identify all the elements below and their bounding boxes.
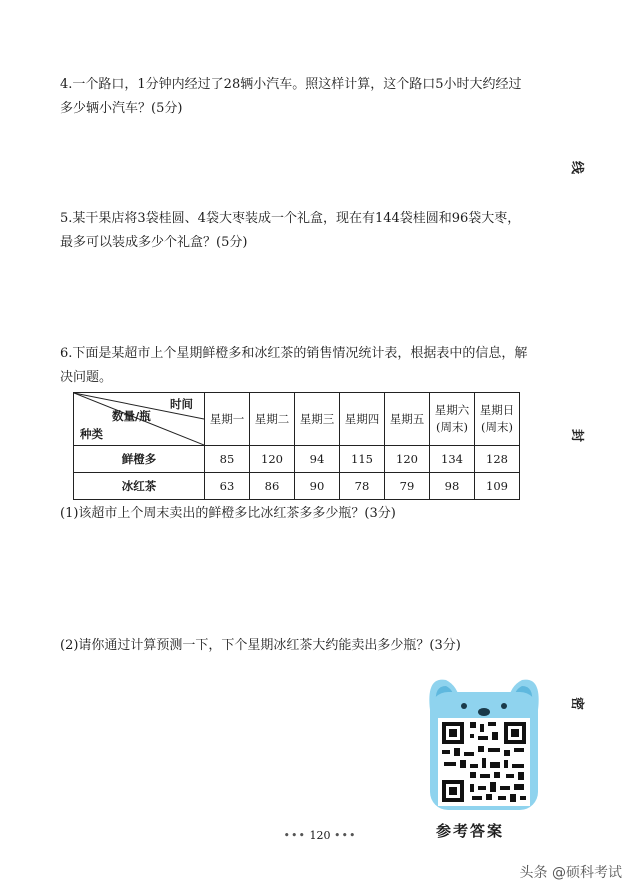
margin-mark-seal: 封 <box>569 428 585 443</box>
margin-mark-line: 线 <box>569 160 585 175</box>
header-wed: 星期三 <box>295 393 340 446</box>
header-fri: 星期五 <box>385 393 430 446</box>
page-dots-left: ••• <box>283 829 306 842</box>
table-row <box>74 473 520 500</box>
table-row <box>74 446 520 473</box>
table-cell: 109 <box>475 473 520 500</box>
sales-table <box>73 392 520 500</box>
table-cell: 90 <box>295 473 340 500</box>
row-label: 鲜橙多 <box>74 446 205 473</box>
table-cell: 98 <box>430 473 475 500</box>
mascot-qr-image <box>424 672 544 812</box>
answer-qr-code[interactable] <box>424 672 544 812</box>
question-6 <box>60 342 560 390</box>
header-thu: 星期四 <box>340 393 385 446</box>
question-5-line-2: 最多可以装成多少个礼盒？(5分) <box>60 235 248 250</box>
table-cell: 78 <box>340 473 385 500</box>
question-4 <box>60 73 560 121</box>
corner-kind-label: 种类 <box>80 427 103 441</box>
question-4-line-2: 多少辆小汽车？(5分) <box>60 101 183 116</box>
question-4-line-1: 4.一个路口，1分钟内经过了28辆小汽车。照这样计算，这个路口5小时大约经过 <box>60 77 522 92</box>
page-number <box>0 829 640 842</box>
corner-time-label: 时间 <box>170 397 193 411</box>
header-sun: 星期日 (周末) <box>475 393 520 446</box>
table-cell: 94 <box>295 446 340 473</box>
row-label: 冰红茶 <box>74 473 205 500</box>
watermark: 头条 @硕科考试 <box>519 865 622 881</box>
table-cell: 85 <box>205 446 250 473</box>
header-sat: 星期六 (周末) <box>430 393 475 446</box>
question-6-line-1: 6.下面是某超市上个星期鲜橙多和冰红茶的销售情况统计表，根据表中的信息，解 <box>60 346 528 361</box>
margin-mark-secret: 密 <box>569 696 585 711</box>
table-cell: 120 <box>250 446 295 473</box>
table-cell: 115 <box>340 446 385 473</box>
question-6-line-2: 决问题。 <box>60 370 113 385</box>
table-header-row <box>74 393 520 446</box>
question-6-part-1: (1)该超市上个周末卖出的鲜橙多比冰红茶多多少瓶？(3分) <box>60 506 396 521</box>
corner-qty-label: 数量/瓶 <box>112 409 151 423</box>
table-cell: 120 <box>385 446 430 473</box>
header-tue: 星期二 <box>250 393 295 446</box>
header-mon: 星期一 <box>205 393 250 446</box>
question-5 <box>60 207 560 255</box>
table-corner-cell <box>74 393 205 446</box>
table-cell: 134 <box>430 446 475 473</box>
question-6-part-2: (2)请你通过计算预测一下，下个星期冰红茶大约能卖出多少瓶？(3分) <box>60 638 461 653</box>
table-cell: 86 <box>250 473 295 500</box>
table-cell: 79 <box>385 473 430 500</box>
page-number-value: 120 <box>309 829 331 842</box>
page-dots-right: ••• <box>334 829 357 842</box>
question-5-line-1: 5.某干果店将3袋桂圆、4袋大枣装成一个礼盒，现在有144袋桂圆和96袋大枣， <box>60 211 521 226</box>
table-cell: 63 <box>205 473 250 500</box>
table-cell: 128 <box>475 446 520 473</box>
answer-label: 参考答案 <box>436 822 505 840</box>
